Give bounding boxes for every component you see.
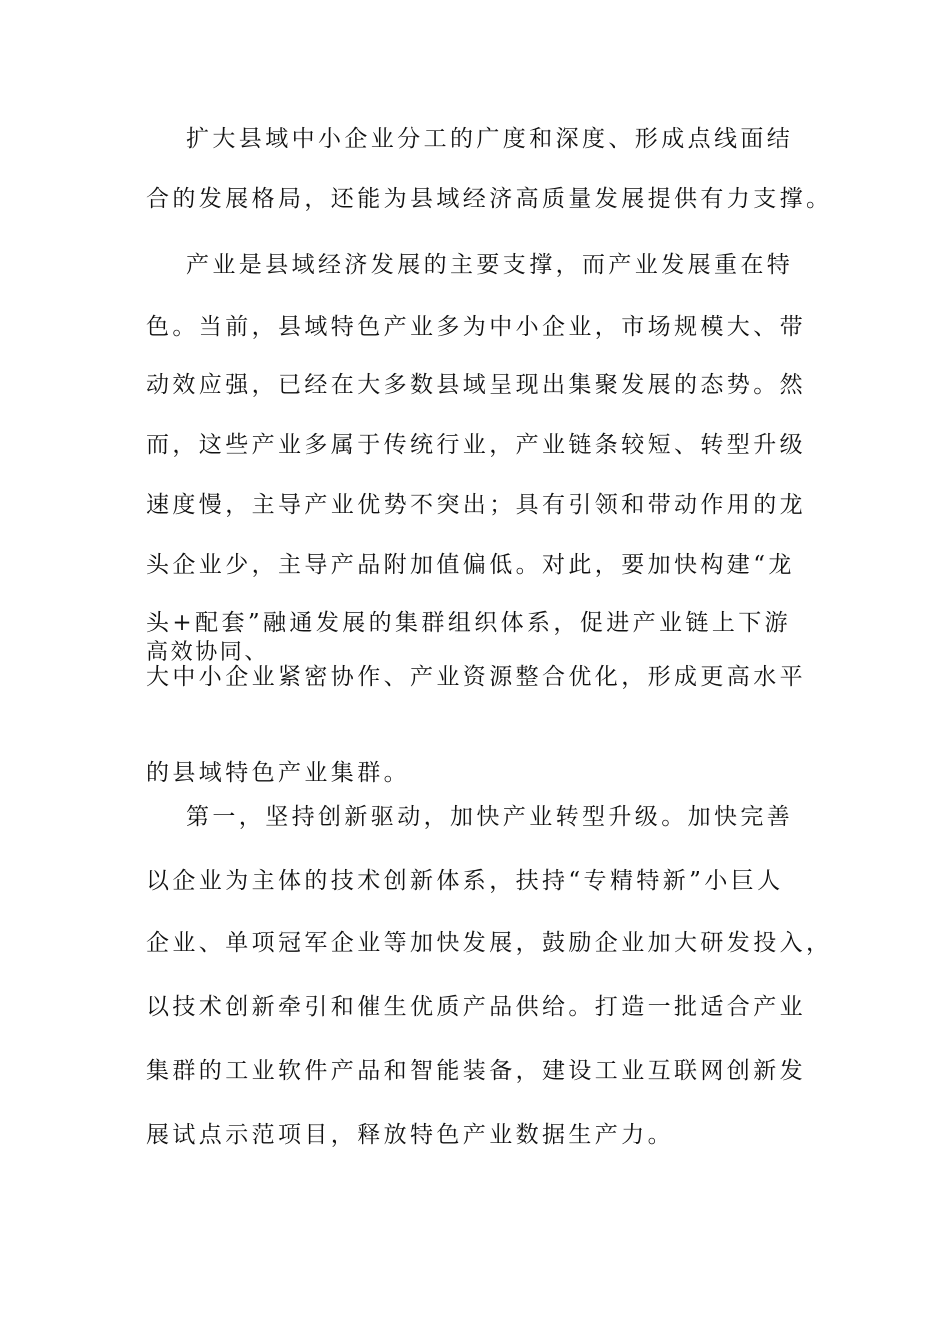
paragraph-3-line-2: 以企业为主体的技术创新体系，扶持“专精特新”小巨人 [146, 868, 784, 894]
paragraph-2-line-4: 而，这些产业多属于传统行业，产业链条较短、转型升级 [146, 432, 806, 458]
paragraph-3-line-5: 集群的工业软件产品和智能装备，建设工业互联网创新发 [146, 1058, 806, 1084]
paragraph-1-line-2: 合的发展格局，还能为县域经济高质量发展提供有力支撑。 [146, 186, 833, 212]
paragraph-2-line-1: 产业是县域经济发展的主要支撑，而产业发展重在特 [186, 252, 794, 278]
paragraph-2-line-9: 大中小企业紧密协作、产业资源整合优化，形成更高水平 [146, 664, 806, 690]
paragraph-3-line-1: 第一，坚持创新驱动，加快产业转型升级。加快完善 [186, 804, 794, 830]
paragraph-2-line-10: 的县域特色产业集群。 [146, 760, 410, 786]
paragraph-2-line-3: 动效应强，已经在大多数县域呈现出集聚发展的态势。然 [146, 372, 806, 398]
paragraph-3-line-4: 以技术创新牵引和催生优质产品供给。打造一批适合产业 [146, 994, 806, 1020]
paragraph-2-line-2: 色。当前，县域特色产业多为中小企业，市场规模大、带 [146, 314, 806, 340]
paragraph-2-line-7: 头+配套”融通发展的集群组织体系，促进产业链上下游 [146, 610, 792, 636]
paragraph-1-line-1: 扩大县域中小企业分工的广度和深度、形成点线面结 [186, 126, 794, 152]
paragraph-3-line-3: 企业、单项冠军企业等加快发展，鼓励企业加大研发投入， [146, 930, 833, 956]
paragraph-2-line-5: 速度慢，主导产业优势不突出；具有引领和带动作用的龙 [146, 492, 806, 518]
paragraph-2-line-6: 头企业少，主导产品附加值偏低。对此，要加快构建“龙 [146, 552, 795, 578]
paragraph-3-line-6: 展试点示范项目，释放特色产业数据生产力。 [146, 1122, 674, 1148]
paragraph-2-line-8: 高效协同、 [146, 640, 270, 665]
